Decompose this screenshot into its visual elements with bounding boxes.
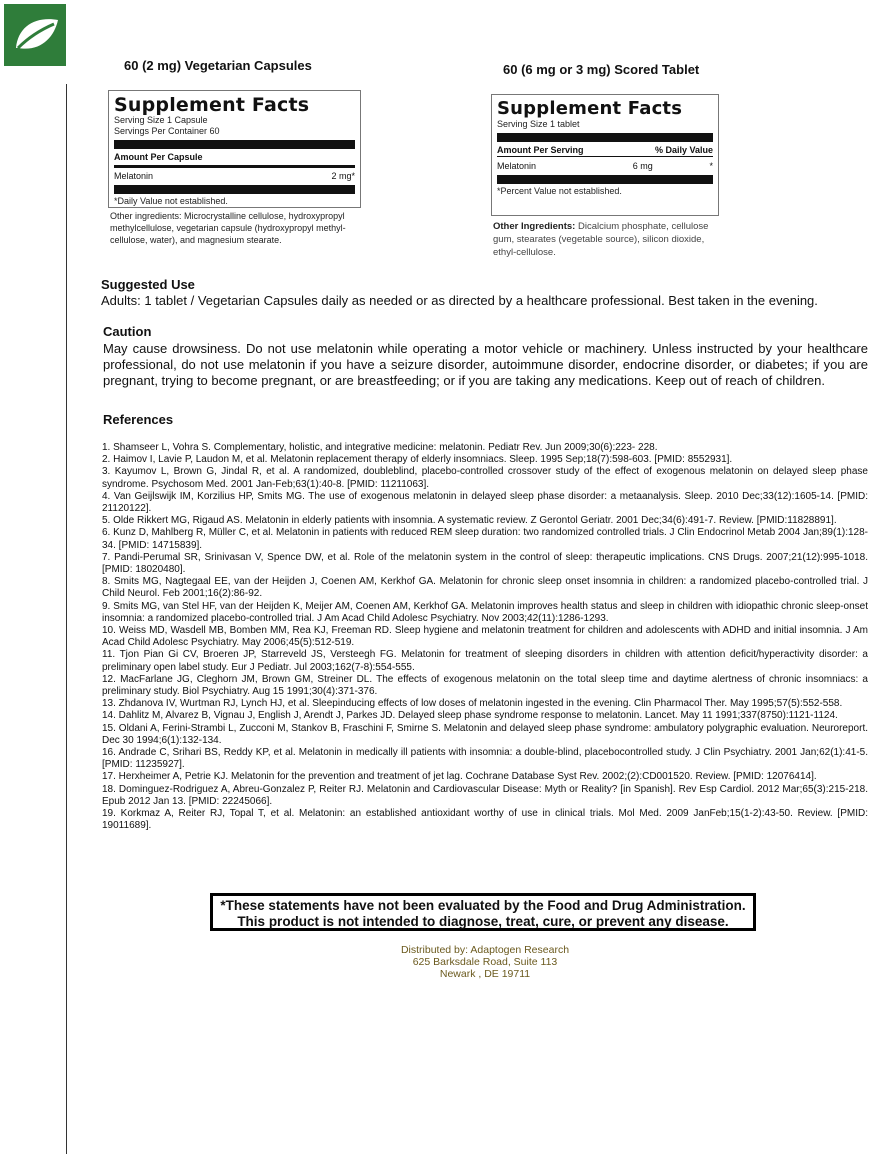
ingredient-amount: 6 mg xyxy=(632,161,653,171)
other-ingredients-tablet xyxy=(493,220,723,259)
serving-size: Serving Size 1 tablet xyxy=(497,119,580,129)
sf-title: Supplement Facts xyxy=(497,98,683,119)
ingredient-name: Melatonin xyxy=(114,171,154,181)
reference-item: 9. Smits MG, van Stel HF, van der Heijden K, Meijer AM, Coenen AM, Kerkhof GA. Melatonin improves health status and sleep in children with idiopathic chronic sleep-onset insomnia: a randomized placebo-controlled trial. J Am Acad Child Adolesc Psychiatry. Nov 2003;42(11):1286-1293. xyxy=(102,600,868,624)
reference-item: 8. Smits MG, Nagtegaal EE, van der Heijden J, Coenen AM, Kerkhof GA. Melatonin for chronic sleep onset insomnia in children: a randomized placebo-controlled trial. J Child Neurol. Feb 2001;16(2):86-92. xyxy=(102,576,868,600)
left-product-caption: 60 (2 mg) Vegetarian Capsules xyxy=(124,58,312,73)
fda-disclaimer-box xyxy=(210,893,756,931)
ingredient-row xyxy=(497,160,713,172)
amount-header: Amount Per Capsule xyxy=(114,152,203,162)
divider xyxy=(497,175,713,184)
distributor-city: Newark , DE 19711 xyxy=(439,968,531,980)
serving-size: Serving Size 1 Capsule xyxy=(114,115,208,125)
sf-title: Supplement Facts xyxy=(114,94,310,116)
reference-item: 6. Kunz D, Mahlberg R, Müller C, et al. Melatonin in patients with reduced REM sleep duration: two randomized controlled trials. J Clin Endocrinol Metab 2004 Jan;89(1):128-34. [PMID: 14715839]. xyxy=(102,527,868,551)
reference-item: 12. MacFarlane JG, Cleghorn JM, Brown GM, Streiner DL. The effects of exogenous melatonin on the total sleep time and daytime alertness of chronic insomniacs: a preliminary study. Biol Psychiatry. Aug 15 1991;30(4):371-376. xyxy=(102,673,868,698)
reference-item: 10. Weiss MD, Wasdell MB, Bomben MM, Rea KJ, Freeman RD. Sleep hygiene and melatonin treatment for children and adolescents with ADHD and initial insomnia. J Am Acad Child Adolesc Psychiatry. May 2006;45(5):512-519. xyxy=(102,625,868,649)
reference-item: 15. Oldani A, Ferini-Strambi L, Zucconi M, Stankov B, Fraschini F, Smirne S. Melatonin and delayed sleep phase syndrome: ambulatory polygraphic evaluation. Neuroreport. Dec 30 1994;6(1):132-134. xyxy=(102,722,868,746)
reference-item: 2. Haimov I, Lavie P, Laudon M, et al. Melatonin replacement therapy of elderly insomniacs. Sleep. 1995 Sep;18(7):598-603. [PMID: 8552931]. xyxy=(102,454,733,466)
suggested-use-text: Adults: 1 tablet / Vegetarian Capsules daily as needed or as directed by a healthcare professional. Best taken in the evening. xyxy=(101,293,818,308)
caution-heading: Caution xyxy=(103,324,152,339)
left-rule xyxy=(66,84,67,1154)
divider xyxy=(114,165,355,168)
footnote: *Percent Value not established. xyxy=(497,186,622,196)
supplement-facts-tablet xyxy=(491,94,719,216)
amount-header: Amount Per Serving % Daily Value xyxy=(497,145,713,155)
fda-line-1: *These statements have not been evaluated by the Food and Drug Administration. xyxy=(220,898,746,913)
right-product-caption: 60 (6 mg or 3 mg) Scored Tablet xyxy=(503,62,700,77)
distributor-info xyxy=(360,944,610,980)
divider xyxy=(114,185,355,194)
servings-per-container: Servings Per Container 60 xyxy=(114,126,220,136)
daily-value: * xyxy=(709,161,713,171)
fda-line-2: This product is not intended to diagnose, treat, cure, or prevent any disease. xyxy=(237,914,729,929)
reference-item: 14. Dahlitz M, Alvarez B, Vignau J, English J, Arendt J, Parkes JD. Delayed sleep phase syndrome response to melatonin. Lancet. May 11 1991;337(8750):1121-1124. xyxy=(102,710,838,722)
reference-item: 11. Tjon Pian Gi CV, Broeren JP, Starreveld JS, Versteegh FG. Melatonin for treatment of sleeping disorders in children with attention deficit/hyperactivity disorder: a preliminary open label study. Eur J Pediatr. Jul 2003;162(7-8):554-555. xyxy=(102,649,868,673)
reference-item: 16. Andrade C, Srihari BS, Reddy KP, et al. Melatonin in medically ill patients with insomnia: a double-blind, placebocontrolled study. J Clin Psychiatry. 2001 Jan;62(1):41-5. [PMID: 11235927]. xyxy=(102,747,868,771)
distributor-address: 625 Barksdale Road, Suite 113 xyxy=(412,956,558,968)
supplement-facts-capsules xyxy=(108,90,361,208)
divider xyxy=(497,133,713,142)
ingredient-name: Melatonin xyxy=(497,161,537,171)
reference-item: 5. Olde Rikkert MG, Rigaud AS. Melatonin in elderly patients with insomnia. A systematic review. Z Gerontol Geriatr. 2001 Dec;34(6):491-7. Review. [PMID:11828891]. xyxy=(102,515,837,527)
other-ingredients-label: Other Ingredients: xyxy=(493,221,576,232)
reference-item: 18. Dominguez-Rodriguez A, Abreu-Gonzalez P, Reiter RJ. Melatonin and Cardiovascular Disease: Myth or Reality? [in Spanish]. Rev Esp Cardiol. 2012 Mar;65(3):215-218. Epub 2012 Jan 13. [PMID: 22245066]. xyxy=(102,783,868,807)
reference-item: 1. Shamseer L, Vohra S. Complementary, holistic, and integrative medicine: melatonin. Pediatr Rev. Jun 2009;30(6):223- 228. xyxy=(102,442,658,453)
divider xyxy=(114,140,355,149)
reference-item: 3. Kayumov L, Brown G, Jindal R, et al. A randomized, doubleblind, placebo-controlled crossover study of the effect of exogenous melatonin on delayed sleep phase syndrome. Psychosom Med. 2001 Jan-Feb;63(1):40-8. [PMID: 11211063]. xyxy=(102,466,868,490)
reference-item: 13. Zhdanova IV, Wurtman RJ, Lynch HJ, et al. Sleepinducing effects of low doses of melatonin ingested in the evening. Clin Pharmacol Ther. May 1995;57(5):552-558. xyxy=(102,698,843,710)
reference-item: 17. Herxheimer A, Petrie KJ. Melatonin for the prevention and treatment of jet lag. Cochrane Database Syst Rev. 2002;(2):CD001520. Review. [PMID: 12076414]. xyxy=(102,771,817,783)
suggested-use-heading: Suggested Use xyxy=(101,277,195,292)
reference-item: 19. Korkmaz A, Reiter RJ, Topal T, et al. Melatonin: an established antioxidant worthy of use in clinical trials. Mol Med. 2009 JanFeb;15(1-2):43-50. Review. [PMID: 19011689]. xyxy=(102,808,868,832)
ingredient-amount: 2 mg* xyxy=(331,171,355,181)
ingredient-row xyxy=(114,170,355,182)
caution-text: May cause drowsiness. Do not use melatonin while operating a motor vehicle or machinery. Unless instructed by your healthcare professional, do not use melatonin if you have a seizure disorder, autoimmune disorder, endocrine disorder, or diabetes; if you are pregnant, trying to become pregnant, or are breastfeeding; or if you are taking any medications. Keep out of reach of children. xyxy=(103,341,868,388)
references-heading: References xyxy=(103,412,174,427)
distributor-name: Distributed by: Adaptogen Research xyxy=(400,944,570,956)
reference-item: 4. Van Geijlswijk IM, Korzilius HP, Smits MG. The use of exogenous melatonin in delayed sleep phase disorder: a metaanalysis. Sleep. 2010 Dec;33(12):1605-14. [PMID: 21120122]. xyxy=(102,490,868,515)
footnote: *Daily Value not established. xyxy=(114,196,228,206)
other-ingredients-capsules: Other ingredients: Microcrystalline cellulose, hydroxypropyl methylcellulose, vegetarian capsule (hydroxypropyl methyl-cellulose, water), and magnesium stearate. xyxy=(110,211,346,245)
reference-item: 7. Pandi-Perumal SR, Srinivasan V, Spence DW, et al. Role of the melatonin system in the control of sleep: therapeutic implications. CNS Drugs. 2007;21(12):995-1018. [PMID: 18020480]. xyxy=(102,551,868,576)
leaf-logo-icon xyxy=(4,4,66,66)
other-ingredients-text: Dicalcium phosphate, cellulose gum, stearates (vegetable source), silicon dioxide, ethyl-cellulose. xyxy=(493,221,709,258)
divider xyxy=(497,156,713,157)
references-list xyxy=(102,442,868,833)
